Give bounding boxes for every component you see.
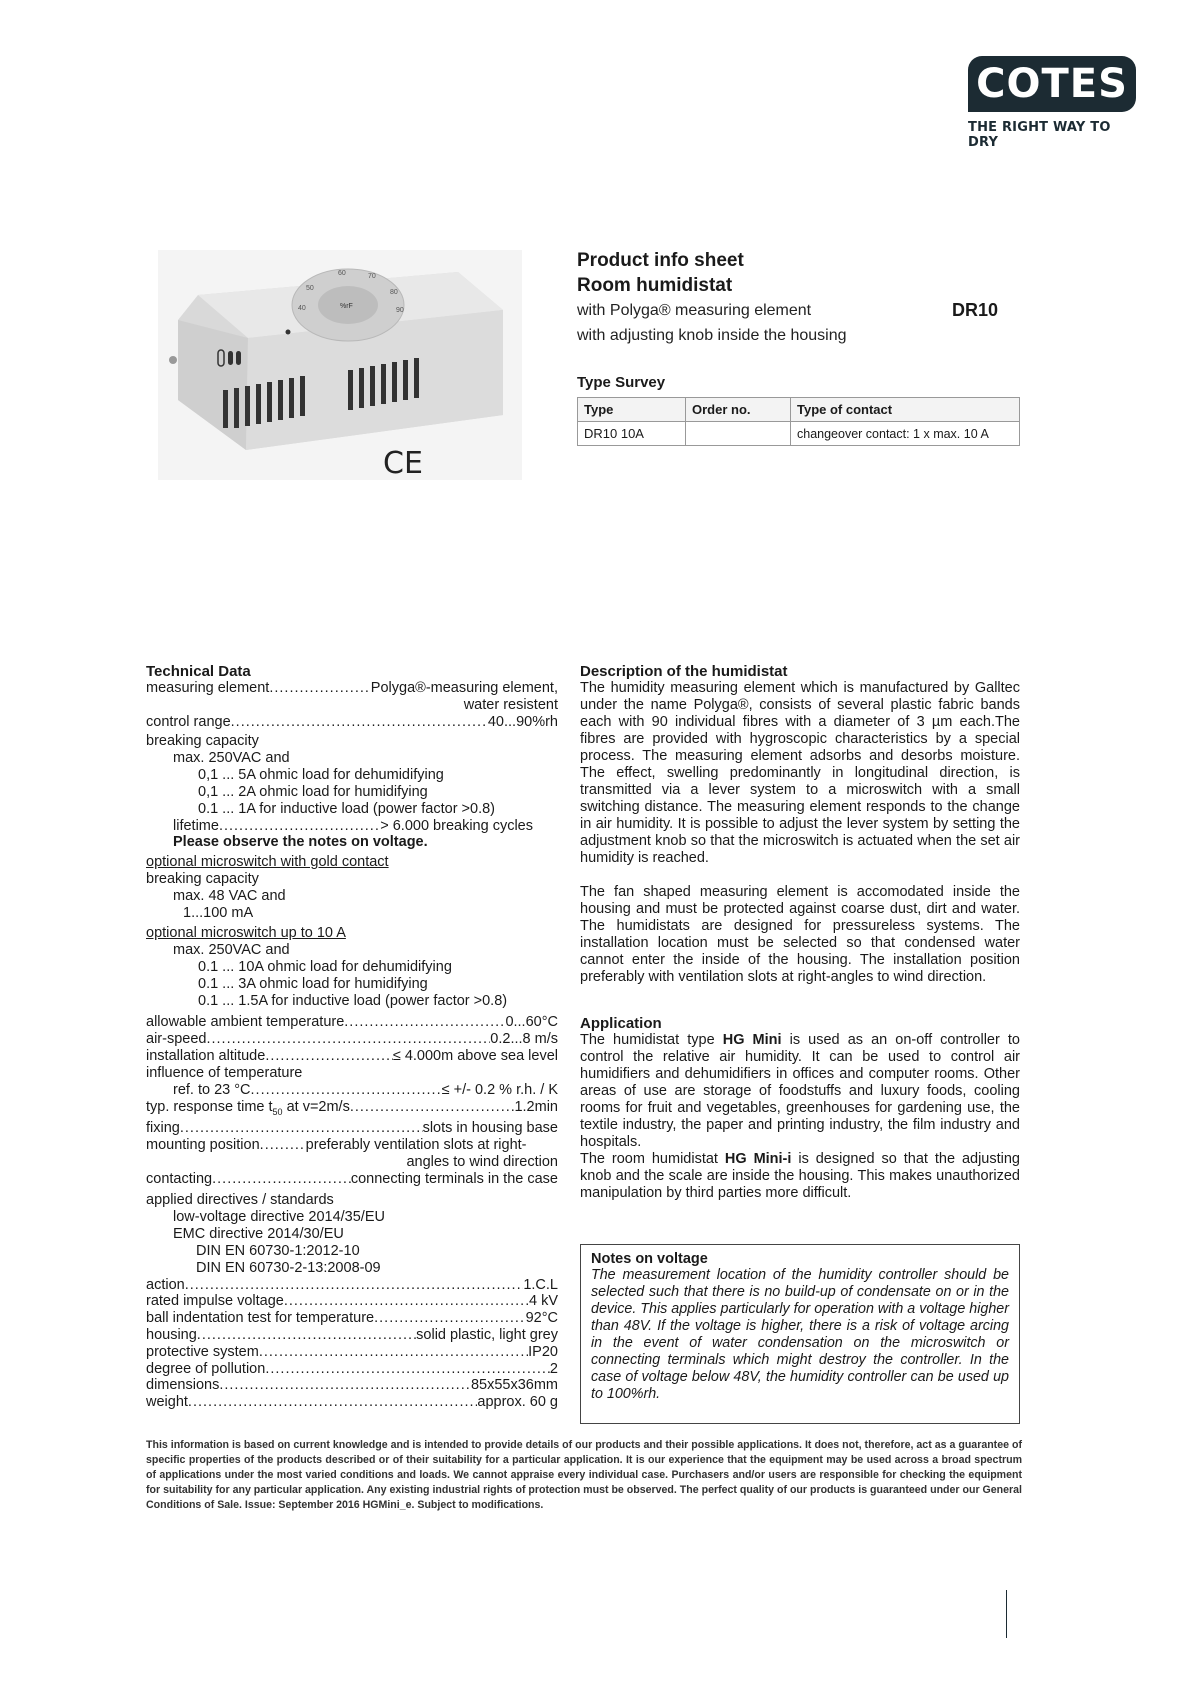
- logo-tagline: THE RIGHT WAY TO DRY: [968, 120, 1111, 150]
- spec-protective: protective system ..... IP20: [146, 1344, 558, 1361]
- spec-mounting-2: angles to wind direction: [406, 1153, 558, 1170]
- svg-text:70: 70: [368, 273, 376, 280]
- notes-on-voltage-box: [580, 1244, 1020, 1424]
- spec-measuring-element: measuring element ..... Polyga®-measuring element,: [146, 680, 558, 697]
- directives-title: applied directives / standards: [146, 1191, 334, 1208]
- spec-fixing: fixing ..... slots in housing base: [146, 1120, 558, 1137]
- cell-contact: changeover contact: 1 x max. 10 A: [791, 422, 1020, 446]
- disclaimer-text: This information is based on current knowledge and is intended to provide details of our products and their possible applications. It does not, therefore, act as a guarantee of specific properties of the products described or of their suitability for a particular application. It is our experience that the equipment may be used across a broad spectrum of applications under the most varied conditions and loads. We cannot appraise every individual case. Purchasers and/or users are responsible for checking the equipment for suitability for any particular application. Any existing industrial rights of protection must be observed. The perfect quality of our products is guaranteed under our General Conditions of Sale. Issue: September 2016 HGMini_e. Subject to modifications.: [146, 1439, 1022, 1511]
- spec-pollution: degree of pollution ..... 2: [146, 1361, 558, 1378]
- opt10-1: max. 250VAC and: [173, 942, 290, 959]
- table-row: [578, 422, 1020, 446]
- opt10-3: 0.1 ... 3A ohmic load for humidifying: [198, 976, 428, 993]
- spec-ball: ball indentation test for temperature ..... 92°C: [146, 1310, 558, 1327]
- application-p2: The room humidistat HG Mini-i is designed so that the adjusting knob and the scale are inside the housing. This makes unauthorized manipulation by third parties more difficult.: [580, 1151, 1020, 1201]
- cotes-logo: [968, 56, 1136, 112]
- col-order: Order no.: [686, 398, 791, 422]
- table-header-row: [578, 398, 1020, 422]
- application-p1: The humidistat type HG Mini is used as an on-off controller to control the relative air humidity. It can be used to control air humidifiers and dehumidifiers in offices and computer rooms. Other areas of use are storage of foodstuffs and luxury foods, cooling rooms for fruit and vegetables, greenhouses for gardening use, the textile industry, the paper and printing industry, the film industry and hospitals.: [580, 1032, 1020, 1150]
- spec-ambient: allowable ambient temperature ..... 0...60°C: [146, 1014, 558, 1031]
- spec-ref: ref. to 23 °C ..... ≤ +/- 0.2 % r.h. / K: [146, 1082, 558, 1099]
- spec-housing: housing ..... solid plastic, light grey: [146, 1327, 558, 1344]
- product-photo: [158, 250, 522, 480]
- description-p1: The humidity measuring element which is manufactured by Galltec under the name Polyga®, consists of several plastic fabric bands each with 90 individual fibres with a diameter of 3 µm each.The fibres are provided with hygroscopic characteristics by a special process. The measuring element adsorbs and desorbs moisture. The effect, swelling predominantly in longitudinal direction, is transmitted via a lever system to a microswitch with a small switching distance. The measuring element responds to the change in air humidity. It is possible to adjust the lever system by setting the adjustment knob so that the microswitch is actuated when the set air humidity is reached.: [580, 680, 1020, 866]
- spec-mounting: mounting position ..... preferably ventilation slots at right-: [146, 1137, 558, 1154]
- svg-text:80: 80: [390, 289, 398, 296]
- notes-title: Notes on voltage: [591, 1251, 708, 1267]
- svg-text:90: 90: [396, 307, 404, 314]
- description-section: [580, 663, 1020, 986]
- spec-dimensions: dimensions ..... 85x55x36mm: [146, 1377, 558, 1394]
- subtitle-knob: with adjusting knob inside the housing: [577, 327, 847, 344]
- spec-bc-max: max. 250VAC and: [173, 749, 290, 766]
- spec-breaking-capacity: breaking capacity: [146, 732, 259, 749]
- col-type: Type: [578, 398, 686, 422]
- notes-text: The measurement location of the humidity controller should be selected such that there is no build-up of condensate on or in the device. This applies particularly for operation with a voltage higher than 48V. If the voltage is higher, there is a risk of voltage arcing in the event of water condensation on the microswitch or connecting terminals which might destroy the controller. In the case of voltage below 48V, the humidity controller can be used up to 100%rh.: [591, 1267, 1010, 1402]
- description-p2: The fan shaped measuring element is accomodated inside the housing and must be protected against coarse dust, dirt and water. The humidistats are designed for pressureless systems. The installation location must be selected so that condensed water cannot enter the inside of the housing. The installation position preferably with ventilation slots at right-angles to wind direction.: [580, 884, 1020, 985]
- gold-contact-title: optional microswitch with gold contact: [146, 854, 389, 871]
- svg-text:50: 50: [306, 285, 314, 292]
- directive-3: DIN EN 60730-1:2012-10: [196, 1242, 360, 1259]
- spec-bc-1: 0,1 ... 5A ohmic load for dehumidifying: [198, 766, 444, 783]
- logo-brand: COTES: [976, 61, 1128, 107]
- subtitle-measuring: with Polyga® measuring element: [577, 302, 812, 319]
- svg-text:40: 40: [298, 305, 306, 312]
- spec-action: action ..... 1.C.L: [146, 1277, 558, 1294]
- cell-order: [686, 422, 791, 446]
- humidistat-illustration: [158, 250, 522, 480]
- spec-lifetime: lifetime ..... > 6.000 breaking cycles: [146, 818, 533, 835]
- opt10-2: 0.1 ... 10A ohmic load for dehumidifying: [198, 959, 452, 976]
- svg-text:%rF: %rF: [340, 303, 353, 310]
- spec-altitude: installation altitude ..... ≤ 4.000m above sea level: [146, 1048, 558, 1065]
- application-section: [580, 1015, 1020, 1202]
- spec-measuring-element-2: water resistent: [463, 696, 558, 713]
- technical-data: [146, 663, 558, 1411]
- spec-voltage-note: Please observe the notes on voltage.: [173, 834, 428, 851]
- spec-impulse: rated impulse voltage ..... 4 kV: [146, 1293, 558, 1310]
- directive-1: low-voltage directive 2014/35/EU: [173, 1208, 385, 1225]
- application-title: Application: [580, 1015, 662, 1032]
- directive-4: DIN EN 60730-2-13:2008-09: [196, 1259, 381, 1276]
- product-name: Room humidistat: [577, 275, 733, 296]
- spec-influence: influence of temperature: [146, 1064, 303, 1081]
- type-survey-table: [577, 397, 1020, 446]
- spec-response: typ. response time $t_{50}$ at v=2m/s ..... 1.2min: [146, 1099, 558, 1121]
- ce-mark: CE: [383, 446, 423, 480]
- technical-title: Technical Data: [146, 663, 251, 680]
- description-title: Description of the humidistat: [580, 663, 788, 680]
- directive-2: EMC directive 2014/30/EU: [173, 1225, 344, 1242]
- spec-airspeed: air-speed ..... 0.2...8 m/s: [146, 1031, 558, 1048]
- gold-1: max. 48 VAC and: [173, 888, 286, 905]
- opt10-4: 0.1 ... 1.5A for inductive load (power factor >0.8): [198, 993, 508, 1010]
- opt10-title: optional microswitch up to 10 A: [146, 925, 346, 942]
- doc-title: Product info sheet: [577, 250, 744, 271]
- cell-type: DR10 10A: [578, 422, 686, 446]
- page-marker-line: [1006, 1590, 1007, 1638]
- type-survey-title: Type Survey: [577, 374, 666, 391]
- svg-text:60: 60: [338, 270, 346, 277]
- spec-bc-3: 0.1 ... 1A for inductive load (power factor >0.8): [198, 800, 496, 817]
- spec-contacting: contacting ..... connecting terminals in the case: [146, 1171, 558, 1188]
- gold-2: 1...100 mA: [183, 905, 254, 922]
- col-contact: Type of contact: [791, 398, 1020, 422]
- spec-weight: weight ..... approx. 60 g: [146, 1394, 558, 1411]
- model-code: DR10: [952, 300, 999, 320]
- spec-control-range: control range ..... 40...90%rh: [146, 714, 558, 731]
- spec-bc-2: 0,1 ... 2A ohmic load for humidifying: [198, 783, 428, 800]
- gold-bc: breaking capacity: [146, 871, 259, 888]
